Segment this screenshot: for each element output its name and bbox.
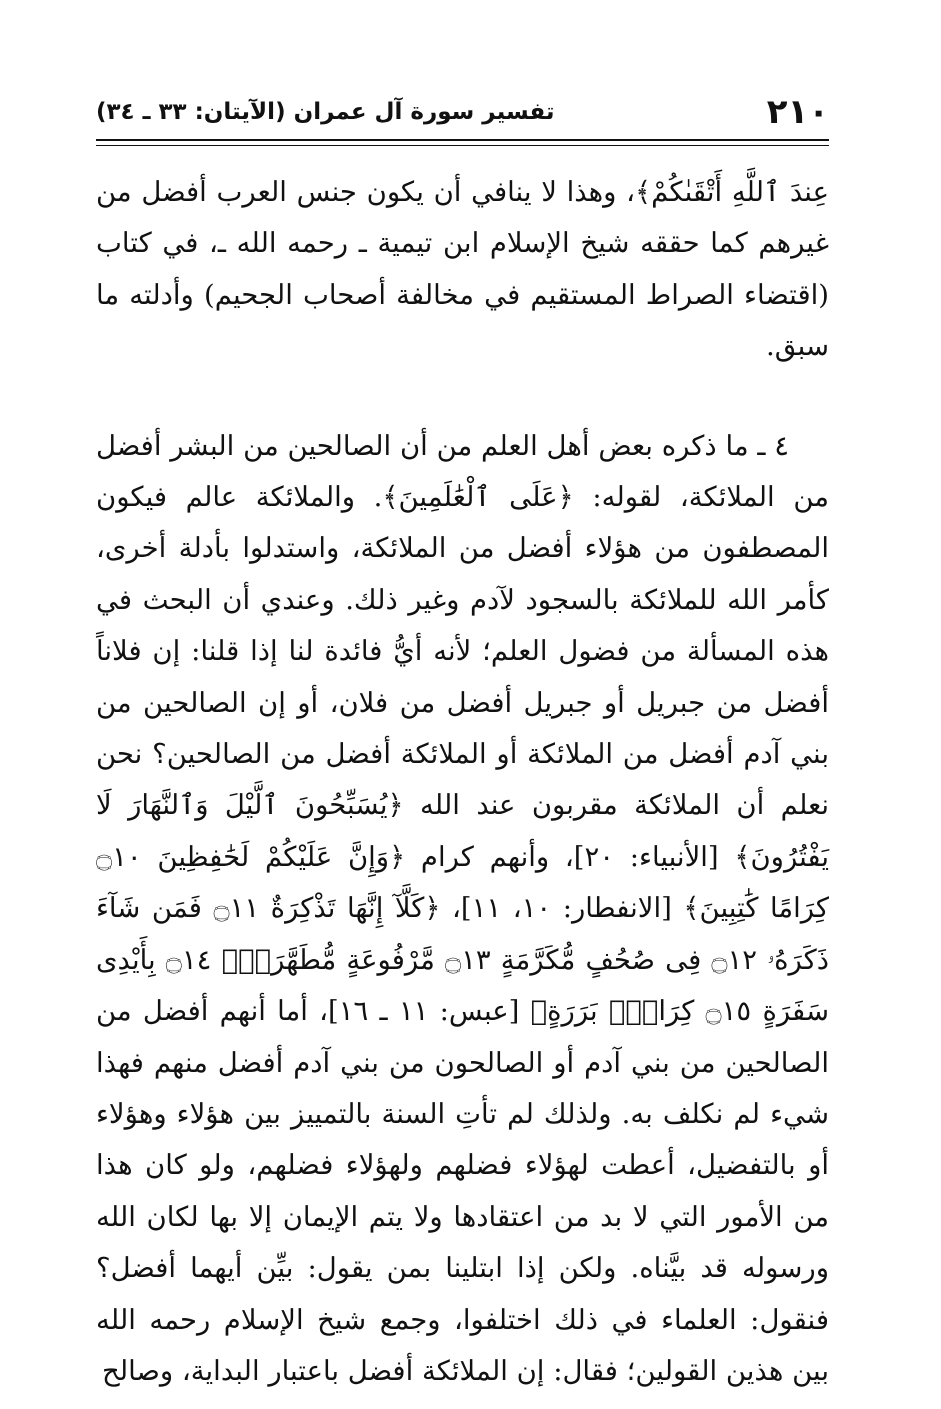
page-header: [96, 92, 829, 132]
running-title: تفسير سورة آل عمران (الآيتان: ٣٣ ـ ٣٤): [96, 99, 555, 125]
header-rule-thin: [96, 145, 829, 146]
paragraph-gap: [96, 373, 829, 421]
header-rule-thick: [96, 139, 829, 141]
page-number: ٢١٠: [766, 92, 829, 132]
body-text: [96, 167, 829, 1397]
paragraph-continuation: عِندَ ٱللَّهِ أَتْقَىٰكُمْ﴾، وهذا لا ينافي أن يكون جنس العرب أفضل من غيرهم كما حققه شيخ الإسلام ابن تيمية ـ رحمه الله ـ، في كتاب (اقتضاء الصراط المستقيم في مخالفة أصحاب الجحيم) وأدلته ما سبق.: [96, 176, 829, 363]
paragraph-point-4: ٤ ـ ما ذكره بعض أهل العلم من أن الصالحين من البشر أفضل من الملائكة، لقوله: ﴿عَلَى ٱلْعَٰلَمِينَ﴾. والملائكة عالم فيكون المصطفون من هؤلاء أفضل من الملائكة، واستدلوا بأدلة أخرى، كأمر الله للملائكة بالسجود لآدم وغير ذلك. وعندي أن البحث في هذه المسألة من فضول العلم؛ لأنه أيُّ فائدة لنا إذا قلنا: إن فلاناً أفضل من جبريل أو جبريل أفضل من فلان، أو إن الصالحين من بني آدم أفضل من الملائكة أو الملائكة أفضل من الصالحين؟ نحن نعلم أن الملائكة مقربون عند الله ﴿يُسَبِّحُونَ ٱلَّيْلَ وَٱلنَّهَارَ لَا يَفْتُرُونَ﴾ [الأنبياء: ٢٠]، وأنهم كرام ﴿وَإِنَّ عَلَيْكُمْ لَحَٰفِظِينَ ۝١٠ كِرَامًا كَٰتِبِينَ﴾ [الانفطار: ١٠، ١١]، ﴿كَلَّآ إِنَّهَا تَذْكِرَةٌ ۝١١ فَمَن شَآءَ ذَكَرَهُۥ ۝١٢ فِى صُحُفٍ مُّكَرَّمَةٍ ۝١٣ مَّرْفُوعَةٍ مُّطَهَّرَةٍۭ ۝١٤ بِأَيْدِى سَفَرَةٍ ۝١٥ كِرَامٍۭ بَرَرَةٍ﴾ [عبس: ١١ ـ ١٦]، أما أنهم أفضل من الصالحين من بني آدم أو الصالحون من بني آدم أفضل منهم فهذا شيء لم نكلف به. ولذلك لم تأتِ السنة بالتمييز بين هؤلاء وهؤلاء أو بالتفضيل، أعطت لهؤلاء فضلهم ولهؤلاء فضلهم، ولو كان هذا من الأمور التي لا بد من اعتقادها ولا يتم الإيمان إلا بها لكان الله ورسوله قد بيَّناه. ولكن إذا ابتلينا بمن يقول: بيِّن أيهما أفضل؟ فنقول: العلماء في ذلك اختلفوا، وجمع شيخ الإسلام رحمه الله بين هذين القولين؛ فقال: إن الملائكة أفضل باعتبار البداية، وصالح: [96, 429, 830, 1387]
